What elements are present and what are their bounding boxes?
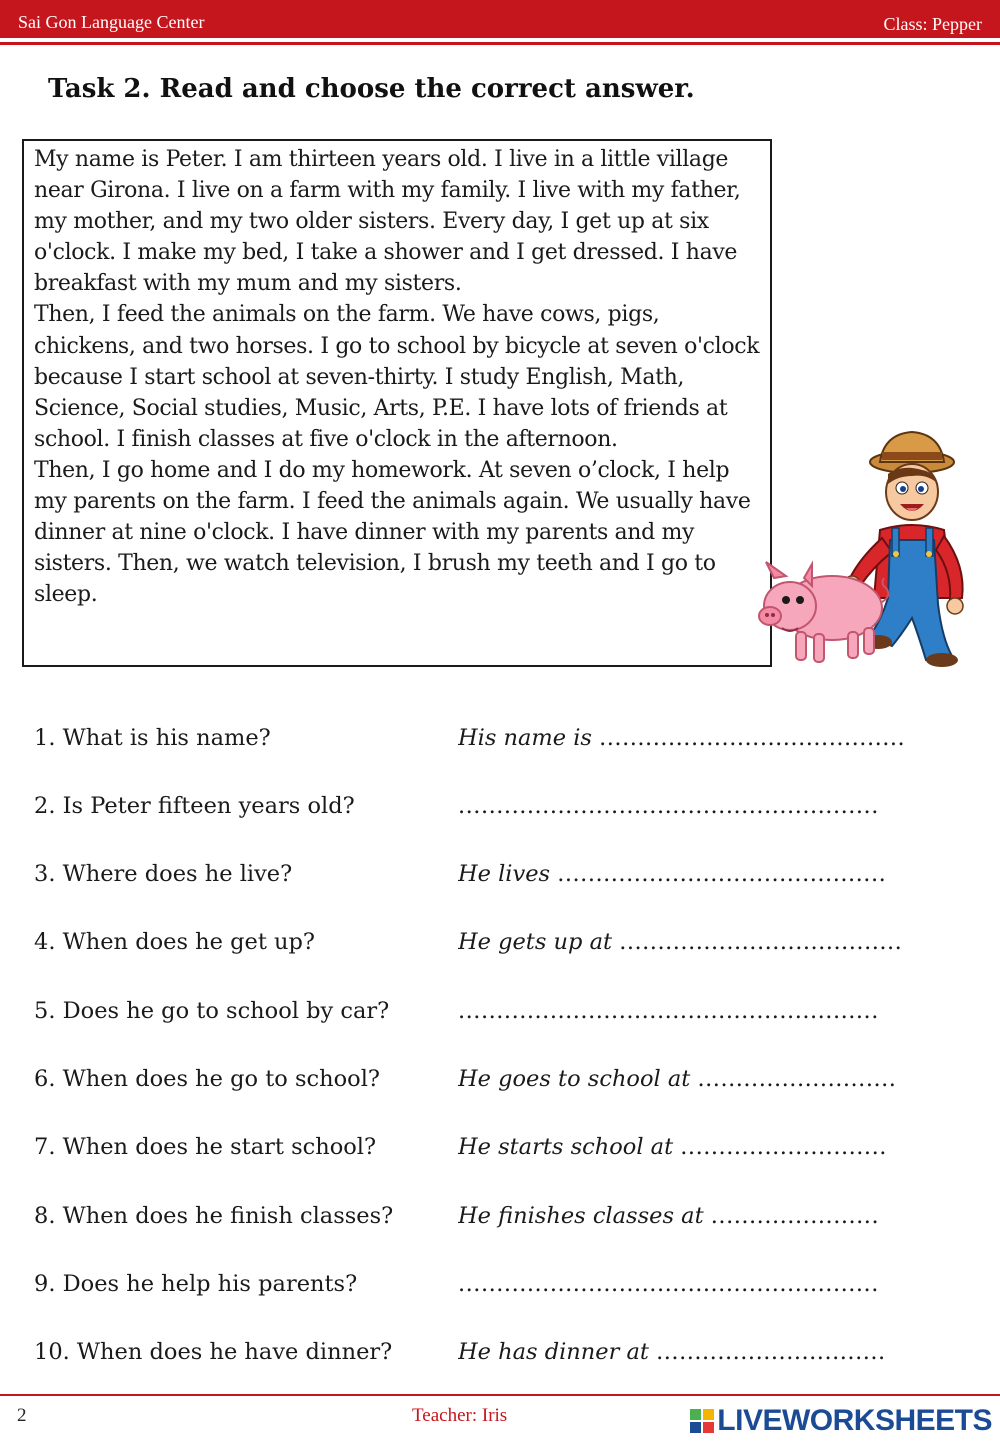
- answer-blank[interactable]: ...........................: [680, 1134, 887, 1160]
- teacher-name: Teacher: Iris: [412, 1405, 508, 1426]
- liveworksheets-logo[interactable]: [689, 1404, 992, 1438]
- task-title: Task 2. Read and choose the correct answer.: [48, 74, 695, 104]
- question-4: 4. When does he get up?: [34, 929, 315, 955]
- answer-prompt: He goes to school at: [458, 1066, 698, 1092]
- question-5: 5. Does he go to school by car?: [34, 998, 390, 1024]
- question-1: 1. What is his name?: [34, 725, 271, 751]
- answer-blank[interactable]: .....................................: [619, 929, 903, 955]
- header-rule: [0, 42, 1000, 45]
- answer-prompt: His name is: [458, 725, 600, 751]
- answer-blank[interactable]: .......................................................: [458, 998, 879, 1024]
- answer-blank[interactable]: ......................: [710, 1203, 880, 1229]
- reading-passage: [22, 139, 772, 667]
- brand-name: LIVEWORKSHEETS: [717, 1404, 992, 1437]
- farmer-with-pig-illustration: [752, 428, 992, 673]
- question-10: 10. When does he have dinner?: [34, 1339, 393, 1365]
- question-2: 2. Is Peter fifteen years old?: [34, 793, 355, 819]
- answer-prompt: He starts school at: [458, 1134, 681, 1160]
- answer-line-9[interactable]: [458, 1271, 934, 1297]
- answer-prompt: He gets up at: [458, 929, 620, 955]
- answer-blank[interactable]: ..............................: [656, 1339, 886, 1365]
- answer-prompt: He has dinner at: [458, 1339, 657, 1365]
- answer-blank[interactable]: .......................................................: [458, 1271, 879, 1297]
- liveworksheets-logo-icon: [689, 1408, 715, 1434]
- answer-line-5[interactable]: [458, 998, 934, 1024]
- answer-line-7[interactable]: [458, 1134, 934, 1160]
- answer-line-3[interactable]: [458, 861, 934, 887]
- question-3: 3. Where does he live?: [34, 861, 293, 887]
- question-8: 8. When does he finish classes?: [34, 1203, 394, 1229]
- passage-paragraph-1: My name is Peter. I am thirteen years old. I live in a little village near Girona. I live on a farm with my family. I live with my father, my mother, and my two older sisters. Every day, I get up at six o'clock. I make my bed, I take a shower and I get dressed. I have breakfast with my mum and my sisters.: [34, 147, 741, 297]
- answer-blank[interactable]: .......................................................: [458, 793, 879, 819]
- question-9: 9. Does he help his parents?: [34, 1271, 358, 1297]
- answer-line-8[interactable]: [458, 1203, 934, 1229]
- question-6: 6. When does he go to school?: [34, 1066, 380, 1092]
- answer-prompt: He finishes classes at: [458, 1203, 711, 1229]
- answer-line-10[interactable]: [458, 1339, 934, 1365]
- class-label: Class: Pepper: [883, 14, 982, 34]
- answer-line-6[interactable]: [458, 1066, 934, 1092]
- answer-line-4[interactable]: [458, 929, 934, 955]
- answer-blank[interactable]: ...........................................: [557, 861, 887, 887]
- footer-rule: [0, 1394, 1000, 1396]
- center-name: Sai Gon Language Center: [18, 12, 205, 32]
- answer-blank[interactable]: ..........................: [697, 1066, 897, 1092]
- passage-paragraph-2: Then, I feed the animals on the farm. We have cows, pigs, chickens, and two horses. I go to school by bicycle at seven o'clock because I start school at seven-thirty. I study English, Math, Science, Social studies, Music, Arts, P.E. I have lots of friends at school. I finish classes at five o'clock in the afternoon.: [34, 302, 760, 452]
- answer-line-2[interactable]: [458, 793, 934, 819]
- page-number: 2: [17, 1405, 27, 1426]
- question-7: 7. When does he start school?: [34, 1134, 377, 1160]
- answer-blank[interactable]: ........................................: [599, 725, 906, 751]
- pig-figure: [759, 562, 888, 662]
- answer-prompt: He lives: [458, 861, 558, 887]
- passage-paragraph-3: Then, I go home and I do my homework. At seven o’clock, I help my parents on the farm. I feed the animals again. We usually have dinner at nine o'clock. I have dinner with my parents and my sisters. Then, we watch television, I brush my teeth and I go to sleep.: [34, 457, 751, 608]
- answer-line-1[interactable]: [458, 725, 934, 751]
